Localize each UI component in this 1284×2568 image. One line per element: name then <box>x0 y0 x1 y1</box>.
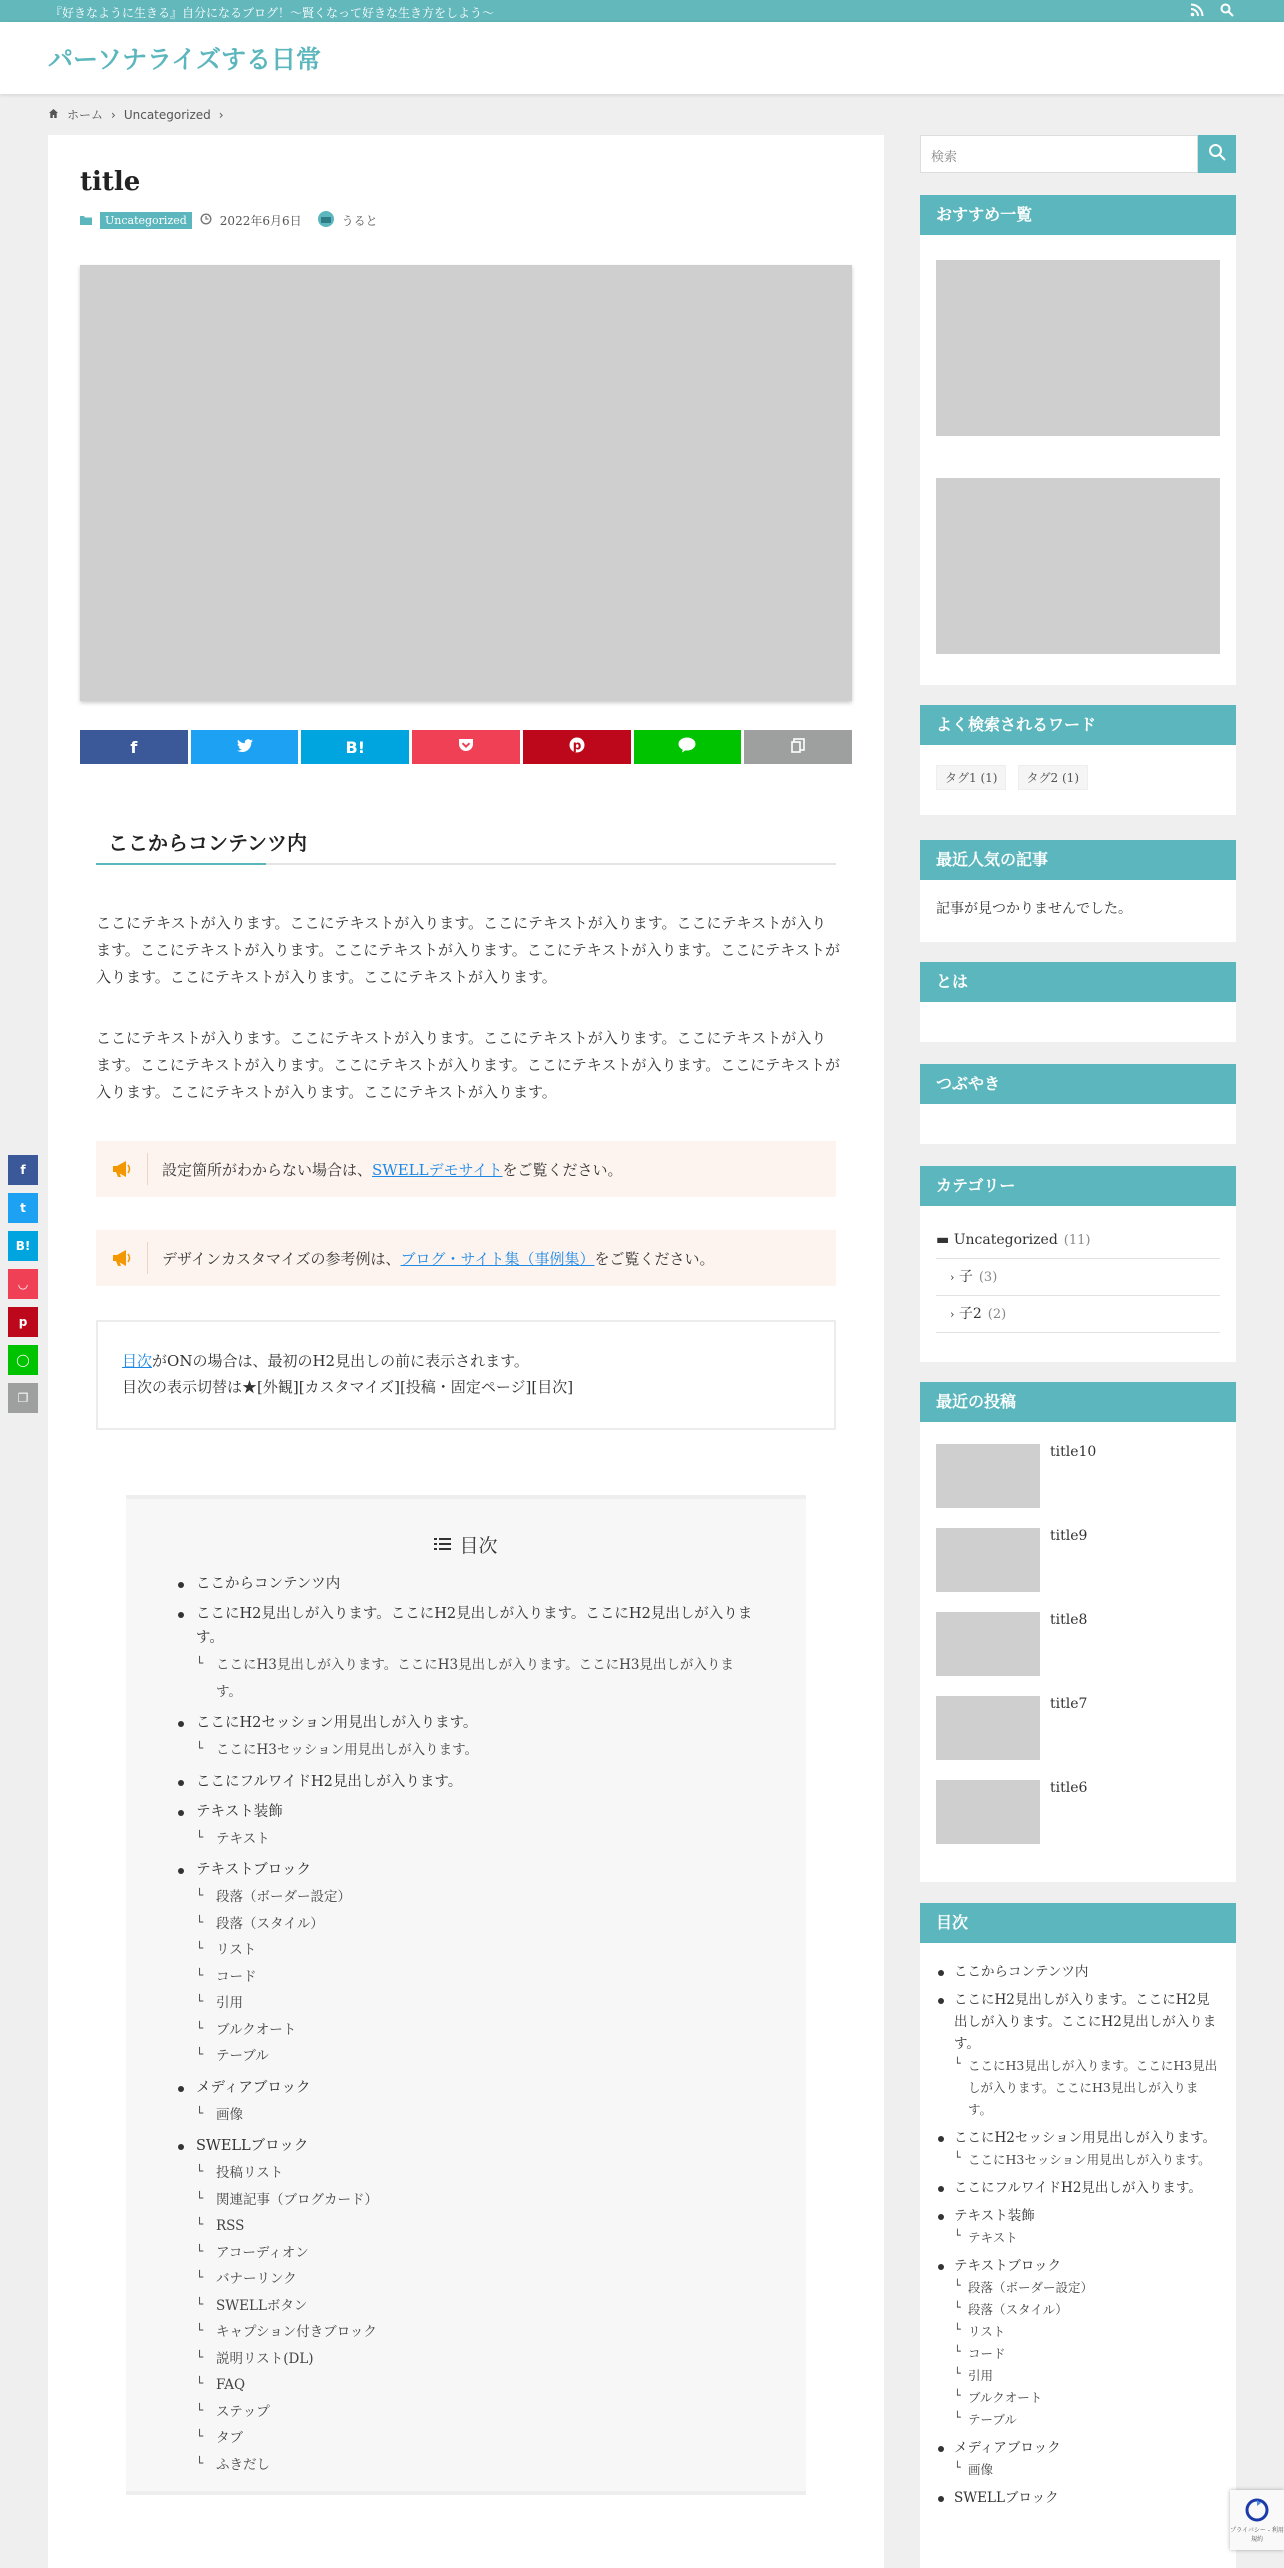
toc-item[interactable] <box>176 2134 756 2478</box>
hatena-icon: B! <box>15 1239 31 1253</box>
toc-subitem[interactable]: └ ブルクオート <box>954 2387 1222 2409</box>
widget-title: 最近の投稿 <box>920 1382 1236 1422</box>
chevron-right-icon: › <box>111 107 116 122</box>
category-badge[interactable]: Uncategorized <box>100 212 192 229</box>
toc-item[interactable] <box>176 1572 756 1596</box>
toc-sublist <box>196 1884 756 2070</box>
toc-note-line1 <box>122 1348 810 1374</box>
post-title: title10 <box>1050 1444 1097 1460</box>
case-studies-link[interactable]: ブログ・サイト集（事例集） <box>400 1249 595 1268</box>
toc-subitem[interactable]: └ コード <box>954 2343 1222 2365</box>
notice-text-pre: デザインカスタマイズの参考例は、 <box>162 1249 401 1268</box>
toc-item[interactable] <box>176 2076 756 2129</box>
share-line-button[interactable] <box>634 730 742 764</box>
toc-subitem[interactable]: └ 段落（スタイル） <box>954 2299 1222 2321</box>
toc-sublist <box>954 2227 1222 2249</box>
copy-icon <box>791 738 805 757</box>
site-header <box>0 22 1284 94</box>
toc-sublist <box>954 2277 1222 2431</box>
widget-title: つぶやき <box>920 1064 1236 1104</box>
recent-post[interactable] <box>936 1528 1220 1592</box>
line-icon <box>678 737 696 757</box>
toc-subitem[interactable]: └ リスト <box>954 2321 1222 2343</box>
toc-subitem[interactable]: └ 投稿リスト <box>196 2160 756 2187</box>
toc-item[interactable] <box>936 2487 1222 2509</box>
breadcrumb-home[interactable]: ホーム <box>67 108 104 122</box>
toc-item-label: メディアブロック <box>196 2079 311 2096</box>
recommended-banner[interactable] <box>936 260 1220 436</box>
toc-item[interactable] <box>176 1602 756 1705</box>
toc-subitem[interactable]: └ アコーディオン <box>196 2240 756 2267</box>
widget-toha <box>920 962 1236 1042</box>
toc-item-label: ここにフルワイドH2見出しが入ります。 <box>954 2180 1202 2196</box>
site-logo[interactable]: パーソナライズする日常 <box>48 45 322 74</box>
category-count: (3) <box>978 1270 998 1285</box>
toc-note-text: がONの場合は、最初のH2見出しの前に表示されます。 <box>152 1352 529 1370</box>
main-content <box>48 135 884 2568</box>
heading-underline <box>96 863 266 865</box>
toc-item-label: テキスト装飾 <box>954 2208 1035 2224</box>
tag-link[interactable]: タグ1 (1) <box>936 765 1006 790</box>
pocket-icon: ◡ <box>18 1277 28 1291</box>
widget-title: 最近人気の記事 <box>920 840 1236 880</box>
category-count: (2) <box>987 1307 1007 1322</box>
toc-subitem[interactable]: └ 引用 <box>196 1990 756 2017</box>
share-copy-button[interactable] <box>744 730 852 764</box>
recent-post[interactable] <box>936 1696 1220 1760</box>
float-copy-button[interactable] <box>8 1383 38 1413</box>
line-icon: ◯ <box>16 1353 30 1367</box>
toc-subitem[interactable]: └ FAQ <box>196 2372 756 2399</box>
recaptcha-label: プライバシー - 利用規約 <box>1230 2527 1284 2543</box>
folder-icon <box>80 214 92 228</box>
widget-title: カテゴリー <box>920 1166 1236 1206</box>
toc-subitem[interactable]: └ 説明リスト(DL) <box>196 2346 756 2373</box>
notice-text-post: をご覧ください。 <box>502 1160 623 1179</box>
toc-subitem[interactable]: └ テーブル <box>196 2043 756 2070</box>
toc-sublist <box>196 2102 756 2129</box>
toc-subitem[interactable]: └ ここにH3見出しが入ります。ここにH3見出しが入ります。ここにH3見出しが入ります。 <box>196 1652 756 1705</box>
notice-text <box>162 1159 623 1180</box>
toc-item[interactable] <box>936 2177 1222 2199</box>
share-hatena-button[interactable] <box>301 730 409 764</box>
toc-subitem[interactable]: └ 画像 <box>196 2102 756 2129</box>
toc-item[interactable] <box>176 1800 756 1853</box>
share-buttons <box>80 730 852 764</box>
tag-link[interactable]: タグ2 (1) <box>1018 765 1088 790</box>
toc-item[interactable] <box>176 1711 756 1764</box>
toc-subitem[interactable]: └ 引用 <box>954 2365 1222 2387</box>
toc-note <box>96 1320 836 1430</box>
post-title: title8 <box>1050 1612 1088 1628</box>
toc-title-text: 目次 <box>459 1535 498 1557</box>
float-hatena-button[interactable] <box>8 1231 38 1261</box>
twitter-icon <box>237 738 253 757</box>
notice-text-pre: 設定箇所がわからない場合は、 <box>162 1160 373 1179</box>
tag-cloud <box>920 745 1236 810</box>
toc-subitem[interactable]: └ テキスト <box>954 2227 1222 2249</box>
toc-subitem[interactable]: └ 段落（ボーダー設定） <box>954 2277 1222 2299</box>
toc-item-label: メディアブロック <box>954 2440 1061 2456</box>
category-label: 子 <box>958 1269 973 1285</box>
toc-item[interactable] <box>936 2127 1222 2171</box>
toc-subitem[interactable]: └ バナーリンク <box>196 2266 756 2293</box>
popular-empty: 記事が見つかりませんでした。 <box>936 901 1132 917</box>
swell-demo-link[interactable]: SWELLデモサイト <box>372 1160 503 1179</box>
toc-sublist <box>954 2149 1222 2171</box>
hatena-icon: B! <box>345 737 366 757</box>
toc-sublist <box>196 1737 756 1764</box>
toc-subitem[interactable]: └ 段落（ボーダー設定） <box>196 1884 756 1911</box>
toc-item-label: テキストブロック <box>196 1862 311 1878</box>
toc-subitem[interactable]: └ 画像 <box>954 2459 1222 2481</box>
category-item[interactable] <box>936 1259 1220 1296</box>
toc-item[interactable] <box>176 1770 756 1794</box>
float-pocket-button[interactable] <box>8 1269 38 1299</box>
recaptcha-icon <box>1244 2497 1270 2525</box>
toc-subitem[interactable]: └ コード <box>196 1964 756 1991</box>
toc-item[interactable] <box>936 2255 1222 2431</box>
share-pocket-button[interactable] <box>412 730 520 764</box>
widget-categories <box>920 1166 1236 1362</box>
toc-item-label: ここからコンテンツ内 <box>196 1576 341 1592</box>
content-heading-text: ここからコンテンツ内 <box>108 831 307 855</box>
toc-subitem[interactable]: └ ふきだし <box>196 2452 756 2479</box>
widget-recommended <box>920 195 1236 685</box>
sidebar-toc-list <box>920 1943 1236 2509</box>
post-thumbnail <box>80 265 852 701</box>
breadcrumb-category[interactable]: Uncategorized <box>123 107 211 122</box>
toc-item-label: ここにH2見出しが入ります。ここにH2見出しが入ります。ここにH2見出しが入ります。 <box>196 1606 753 1646</box>
widget-popular <box>920 840 1236 942</box>
search-form <box>920 135 1236 173</box>
float-facebook-button[interactable] <box>8 1155 38 1185</box>
search-icon <box>1208 143 1226 165</box>
pinterest-icon <box>569 737 585 757</box>
widget-recent-posts <box>920 1382 1236 1882</box>
folder-icon: ▬ <box>936 1232 950 1248</box>
post-thumbnail <box>936 1696 1040 1760</box>
notice-text <box>162 1248 714 1269</box>
float-line-button[interactable] <box>8 1345 38 1375</box>
facebook-icon: f <box>130 737 138 757</box>
notice-box <box>96 1230 836 1286</box>
search-icon[interactable] <box>1220 3 1234 20</box>
table-of-contents <box>126 1495 806 2495</box>
megaphone-icon <box>96 1242 148 1274</box>
post-title: title7 <box>1050 1696 1088 1712</box>
toc-subitem[interactable]: └ テキスト <box>196 1826 756 1853</box>
widget-title: おすすめ一覧 <box>920 195 1236 235</box>
share-facebook-button[interactable] <box>80 730 188 764</box>
toc-link[interactable]: 目次 <box>122 1352 153 1370</box>
toc-item[interactable] <box>936 2437 1222 2481</box>
toc-sublist <box>196 1652 756 1705</box>
toc-item[interactable] <box>936 2205 1222 2249</box>
search-button[interactable] <box>1198 135 1236 173</box>
post-thumbnail <box>936 1612 1040 1676</box>
post-meta <box>80 211 378 230</box>
rss-icon[interactable] <box>1190 3 1204 20</box>
megaphone-icon <box>96 1153 148 1185</box>
toc-sublist <box>196 1826 756 1853</box>
category-label: 子2 <box>958 1306 982 1322</box>
chevron-right-icon: › <box>950 1308 955 1321</box>
recent-post[interactable] <box>936 1444 1220 1508</box>
toc-list <box>176 1572 756 2478</box>
toc-item-label: ここからコンテンツ内 <box>954 1964 1089 1980</box>
notice-text-post: をご覧ください。 <box>594 1249 715 1268</box>
toc-sublist <box>954 2055 1222 2121</box>
toc-subitem[interactable]: └ タブ <box>196 2425 756 2452</box>
category-item[interactable] <box>936 1222 1220 1259</box>
recommended-banner[interactable] <box>936 478 1220 654</box>
category-item[interactable] <box>936 1296 1220 1333</box>
toc-subitem[interactable]: └ RSS <box>196 2213 756 2240</box>
share-twitter-button[interactable] <box>191 730 299 764</box>
toc-subitem[interactable]: └ ステップ <box>196 2399 756 2426</box>
toc-subitem[interactable]: └ 関連記事（ブログカード） <box>196 2187 756 2214</box>
category-count: (11) <box>1063 1233 1091 1248</box>
author-avatar-icon <box>318 211 334 230</box>
share-pinterest-button[interactable] <box>523 730 631 764</box>
post-date: 2022年6月6日 <box>219 214 302 228</box>
widget-title: よく検索されるワード <box>920 705 1236 745</box>
toc-item-label: テキストブロック <box>954 2258 1062 2274</box>
toc-sublist <box>954 2459 1222 2481</box>
list-icon <box>434 1534 451 1556</box>
chevron-right-icon: › <box>950 1271 955 1284</box>
paragraph: ここにテキストが入ります。ここにテキストが入ります。ここにテキストが入ります。ここにテキストが入ります。ここにテキストが入ります。ここにテキストが入ります。ここにテキストが入ります。ここにテキストが入ります。ここにテキストが入ります。ここにテキストが入ります。 <box>96 1029 841 1101</box>
toc-item-label: ここにH2見出しが入ります。ここにH2見出しが入ります。ここにH2見出しが入ります。 <box>954 1992 1217 2052</box>
svg-text:p: p <box>572 738 582 753</box>
home-icon <box>48 108 59 122</box>
toc-subitem[interactable]: └ SWELLボタン <box>196 2293 756 2320</box>
toc-item-label: テキスト装飾 <box>196 1803 283 1820</box>
post-title: title <box>80 167 141 197</box>
toc-subitem[interactable]: └ ブルクオート <box>196 2017 756 2044</box>
toc-sublist <box>196 2160 756 2478</box>
toc-title <box>176 1531 756 1558</box>
toc-item[interactable] <box>936 1961 1222 1983</box>
twitter-icon: t <box>20 1201 26 1215</box>
recent-post[interactable] <box>936 1612 1220 1676</box>
floating-share-bar <box>8 1155 38 1413</box>
pinterest-icon: p <box>18 1315 28 1329</box>
clock-icon <box>200 213 212 228</box>
facebook-icon: f <box>20 1163 26 1177</box>
copy-icon: ❐ <box>17 1391 29 1405</box>
chevron-right-icon: › <box>218 107 224 122</box>
author-name[interactable]: うると <box>341 214 378 228</box>
toc-item[interactable] <box>936 1989 1222 2121</box>
toc-subitem[interactable]: └ ここにH3セッション用見出しが入ります。 <box>196 1737 756 1764</box>
recaptcha-badge[interactable] <box>1230 2490 1284 2550</box>
category-label: Uncategorized <box>953 1232 1058 1248</box>
widget-keywords <box>920 705 1236 815</box>
toc-item-label: ここにH2セッション用見出しが入ります。 <box>196 1715 478 1731</box>
widget-tsubuyaki <box>920 1064 1236 1144</box>
post-title: title9 <box>1050 1528 1088 1544</box>
toc-subitem[interactable]: └ ここにH3見出しが入ります。ここにH3見出しが入ります。ここにH3見出しが入ります。 <box>954 2055 1222 2121</box>
widget-toc <box>920 1903 1236 2568</box>
paragraph: ここにテキストが入ります。ここにテキストが入ります。ここにテキストが入ります。ここにテキストが入ります。ここにテキストが入ります。ここにテキストが入ります。ここにテキストが入ります。ここにテキストが入ります。ここにテキストが入ります。ここにテキストが入ります。 <box>96 914 841 986</box>
post-thumbnail <box>936 1528 1040 1592</box>
toc-item-label: ここにフルワイドH2見出しが入ります。 <box>196 1773 463 1790</box>
post-thumbnail <box>936 1444 1040 1508</box>
toc-note-line2: 目次の表示切替は★[外観][カスタマイズ][投稿・固定ページ][目次] <box>122 1378 574 1396</box>
toc-item-label: SWELLブロック <box>954 2490 1059 2506</box>
pocket-icon <box>458 738 474 757</box>
content-heading <box>96 815 836 865</box>
toc-subitem[interactable]: └ キャプション付きブロック <box>196 2319 756 2346</box>
toc-item[interactable] <box>176 1858 756 2070</box>
post-thumbnail <box>936 1780 1040 1844</box>
toc-item-label: SWELLブロック <box>196 2138 309 2154</box>
toc-subitem[interactable]: └ ここにH3セッション用見出しが入ります。 <box>954 2149 1222 2171</box>
toc-subitem[interactable]: └ テーブル <box>954 2409 1222 2431</box>
site-tagline: 『好きなように生きる』自分になるブログ！〜賢くなって好きな生き方をしよう〜 <box>50 6 495 20</box>
top-bar <box>0 0 1284 22</box>
notice-box <box>96 1141 836 1197</box>
widget-title: 目次 <box>920 1903 1236 1943</box>
toc-item-label: ここにH2セッション用見出しが入ります。 <box>954 2130 1217 2146</box>
float-pinterest-button[interactable] <box>8 1307 38 1337</box>
float-twitter-button[interactable] <box>8 1193 38 1223</box>
post-title: title6 <box>1050 1780 1088 1796</box>
search-input[interactable]: 検索 <box>920 135 1198 173</box>
toc-subitem[interactable]: └ リスト <box>196 1937 756 1964</box>
widget-title: とは <box>920 962 1236 1002</box>
recent-post[interactable] <box>936 1780 1220 1844</box>
breadcrumb <box>48 106 224 123</box>
toc-subitem[interactable]: └ 段落（スタイル） <box>196 1911 756 1938</box>
